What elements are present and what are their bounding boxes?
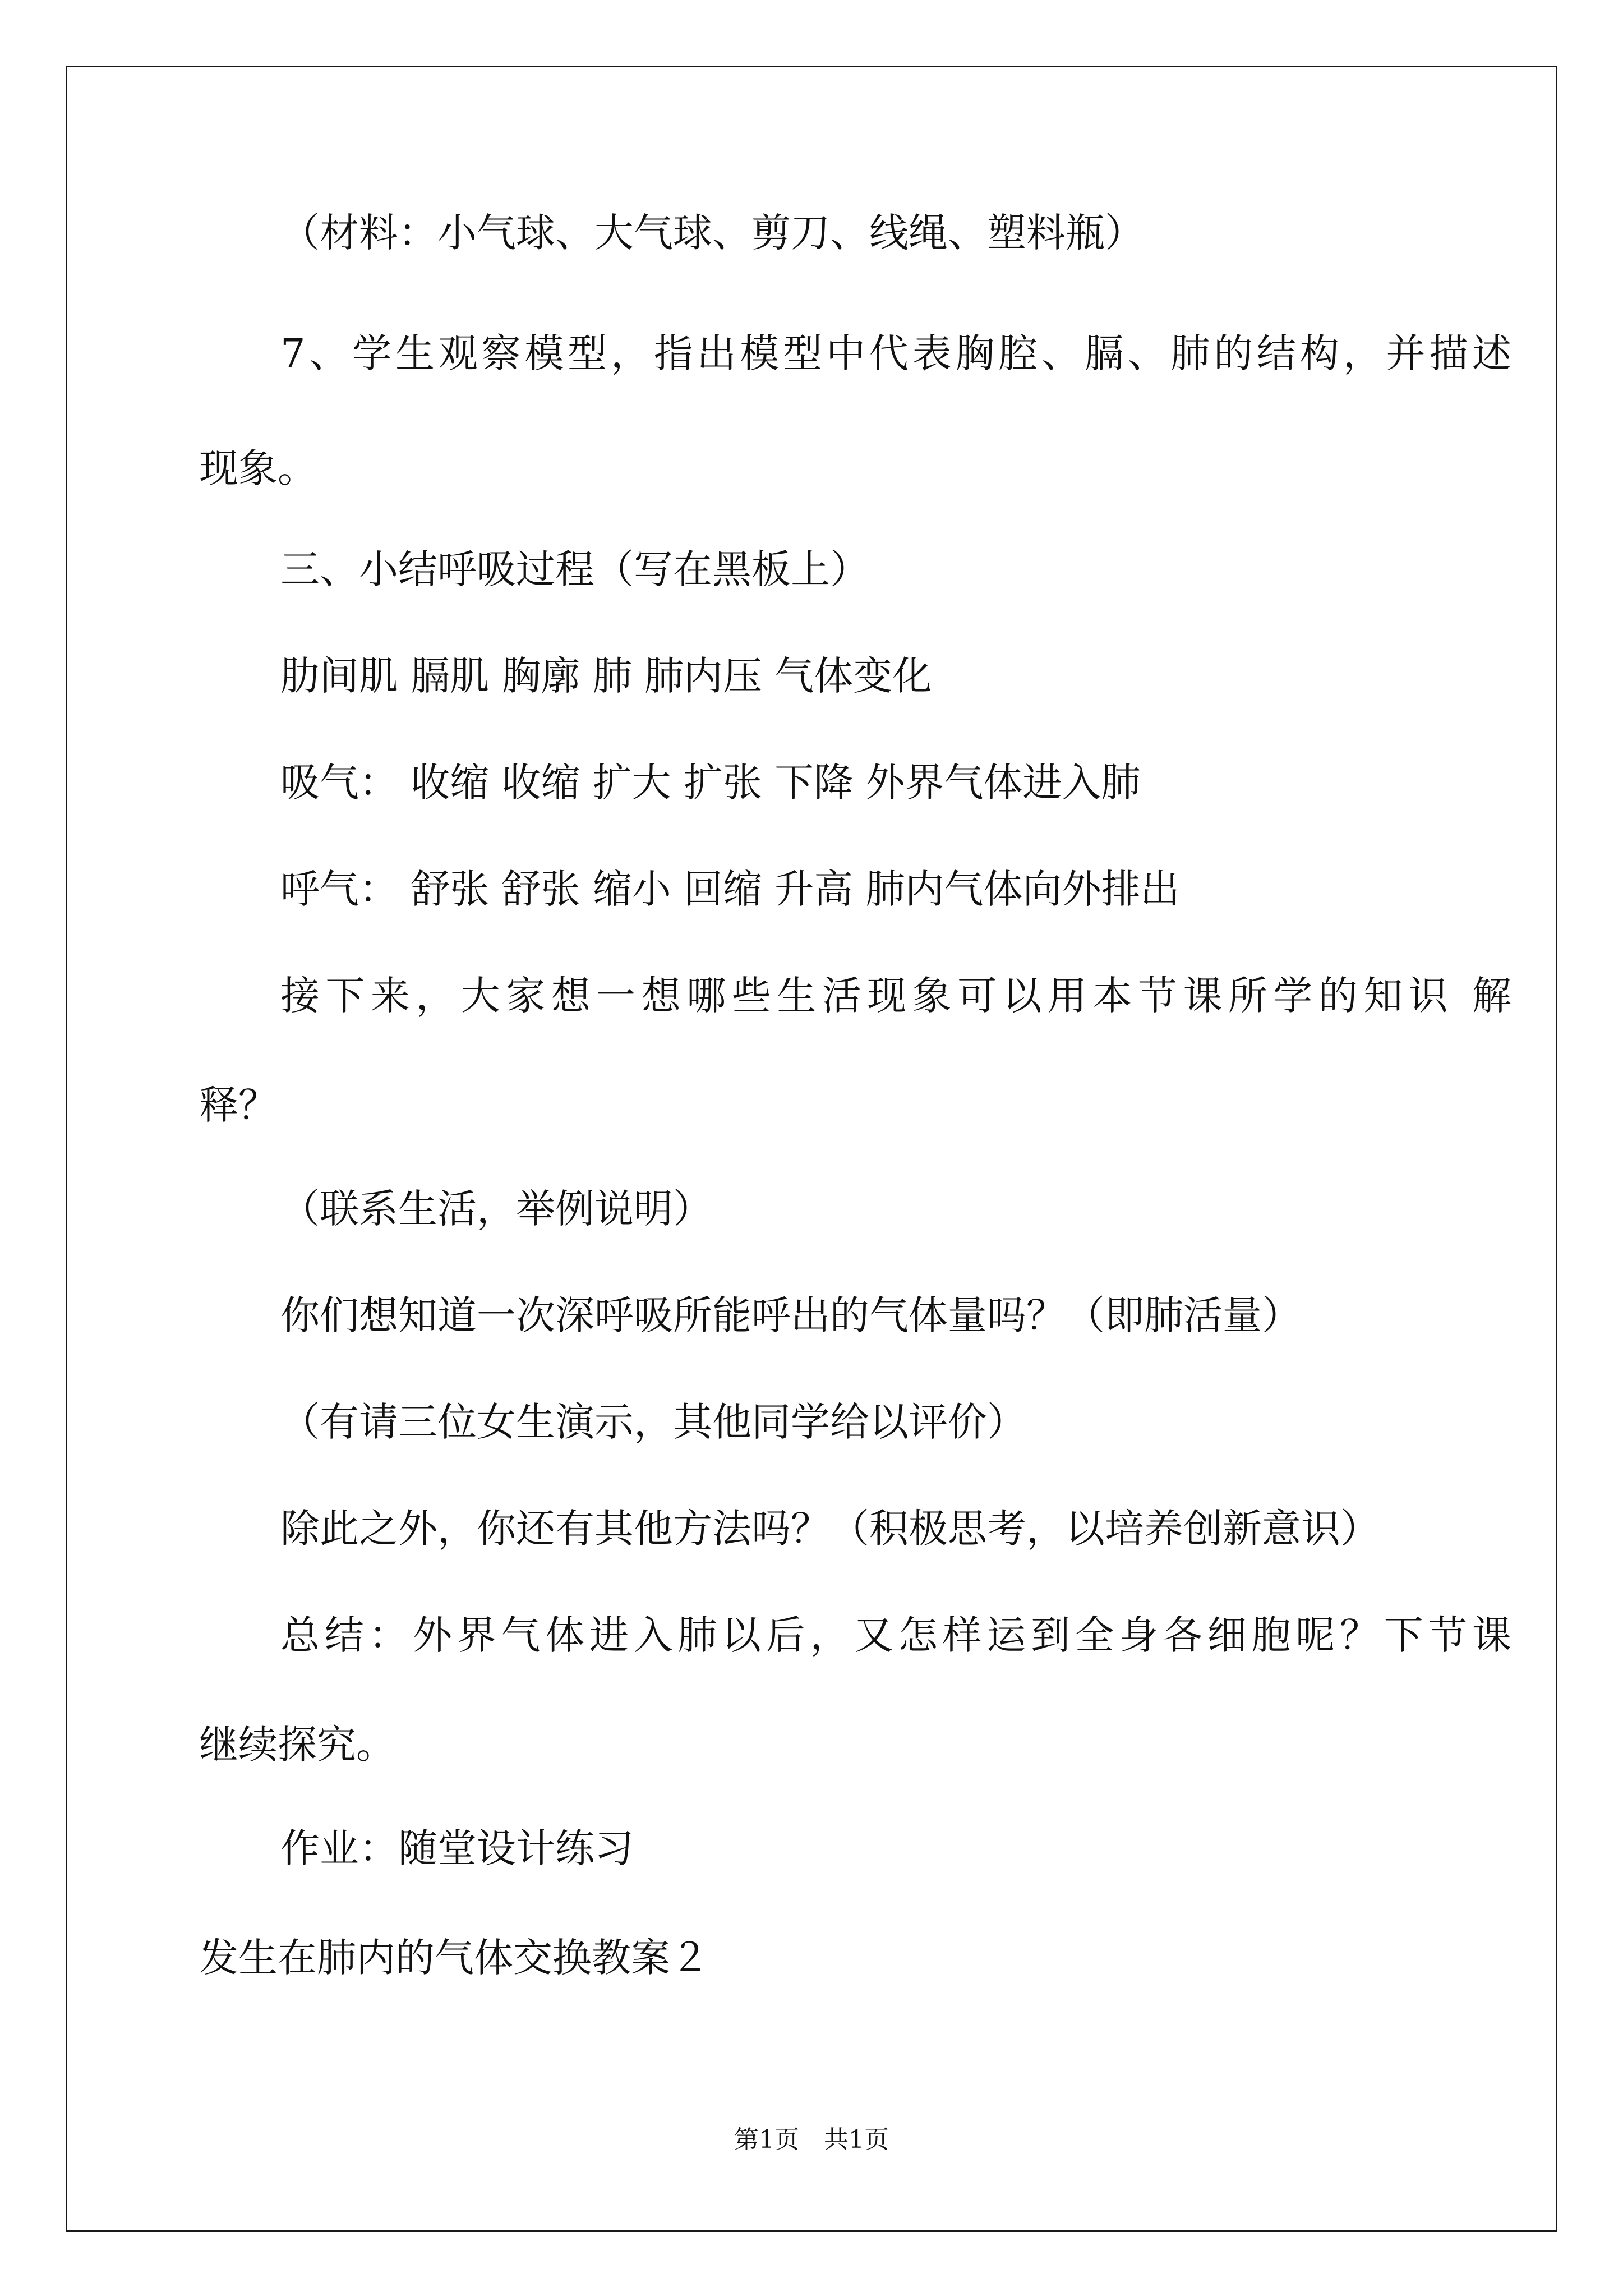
summary-table-header: 肋间肌 膈肌 胸廓 肺 肺内压 气体变化 <box>280 653 932 699</box>
paragraph-homework: 作业：随堂设计练习 <box>280 1825 634 1871</box>
summary-row-exhale: 呼气： 舒张 舒张 缩小 回缩 升高 肺内气体向外排出 <box>280 866 1180 912</box>
page-number-footer: 第1页 共1页 <box>734 2125 889 2154</box>
section-title-lesson-2: 发生在肺内的气体交换教案２ <box>199 1935 709 1981</box>
paragraph-vital-capacity: 你们想知道一次深呼吸所能呼出的气体量吗？（即肺活量） <box>280 1292 1301 1338</box>
paragraph-conclusion-continued: 继续探究。 <box>199 1722 395 1768</box>
paragraph-demonstration: （有请三位女生演示，其他同学给以评价） <box>280 1399 1026 1445</box>
section-heading-summary: 三、小结呼吸过程（写在黑板上） <box>280 546 869 592</box>
paragraph-next-question-continued: 释？ <box>199 1082 278 1128</box>
paragraph-step-7: 7、学生观察模型，指出模型中代表胸腔、膈、肺的结构，并描述 <box>280 330 1511 376</box>
paragraph-materials: （材料：小气球、大气球、剪刀、线绳、塑料瓶） <box>280 210 1144 256</box>
paragraph-next-question: 接下来，大家想一想哪些生活现象可以用本节课所学的知识 解 <box>280 973 1511 1019</box>
paragraph-life-examples: （联系生活，举例说明） <box>280 1186 712 1232</box>
paragraph-conclusion: 总结：外界气体进入肺以后，又怎样运到全身各细胞呢？下节课 <box>280 1612 1511 1658</box>
paragraph-other-methods: 除此之外，你还有其他方法吗？（积极思考，以培养创新意识） <box>280 1506 1380 1552</box>
paragraph-step-7-continued: 现象。 <box>199 445 317 491</box>
summary-row-inhale: 吸气： 收缩 收缩 扩大 扩张 下降 外界气体进入肺 <box>280 760 1141 806</box>
page-border <box>66 66 1557 2232</box>
